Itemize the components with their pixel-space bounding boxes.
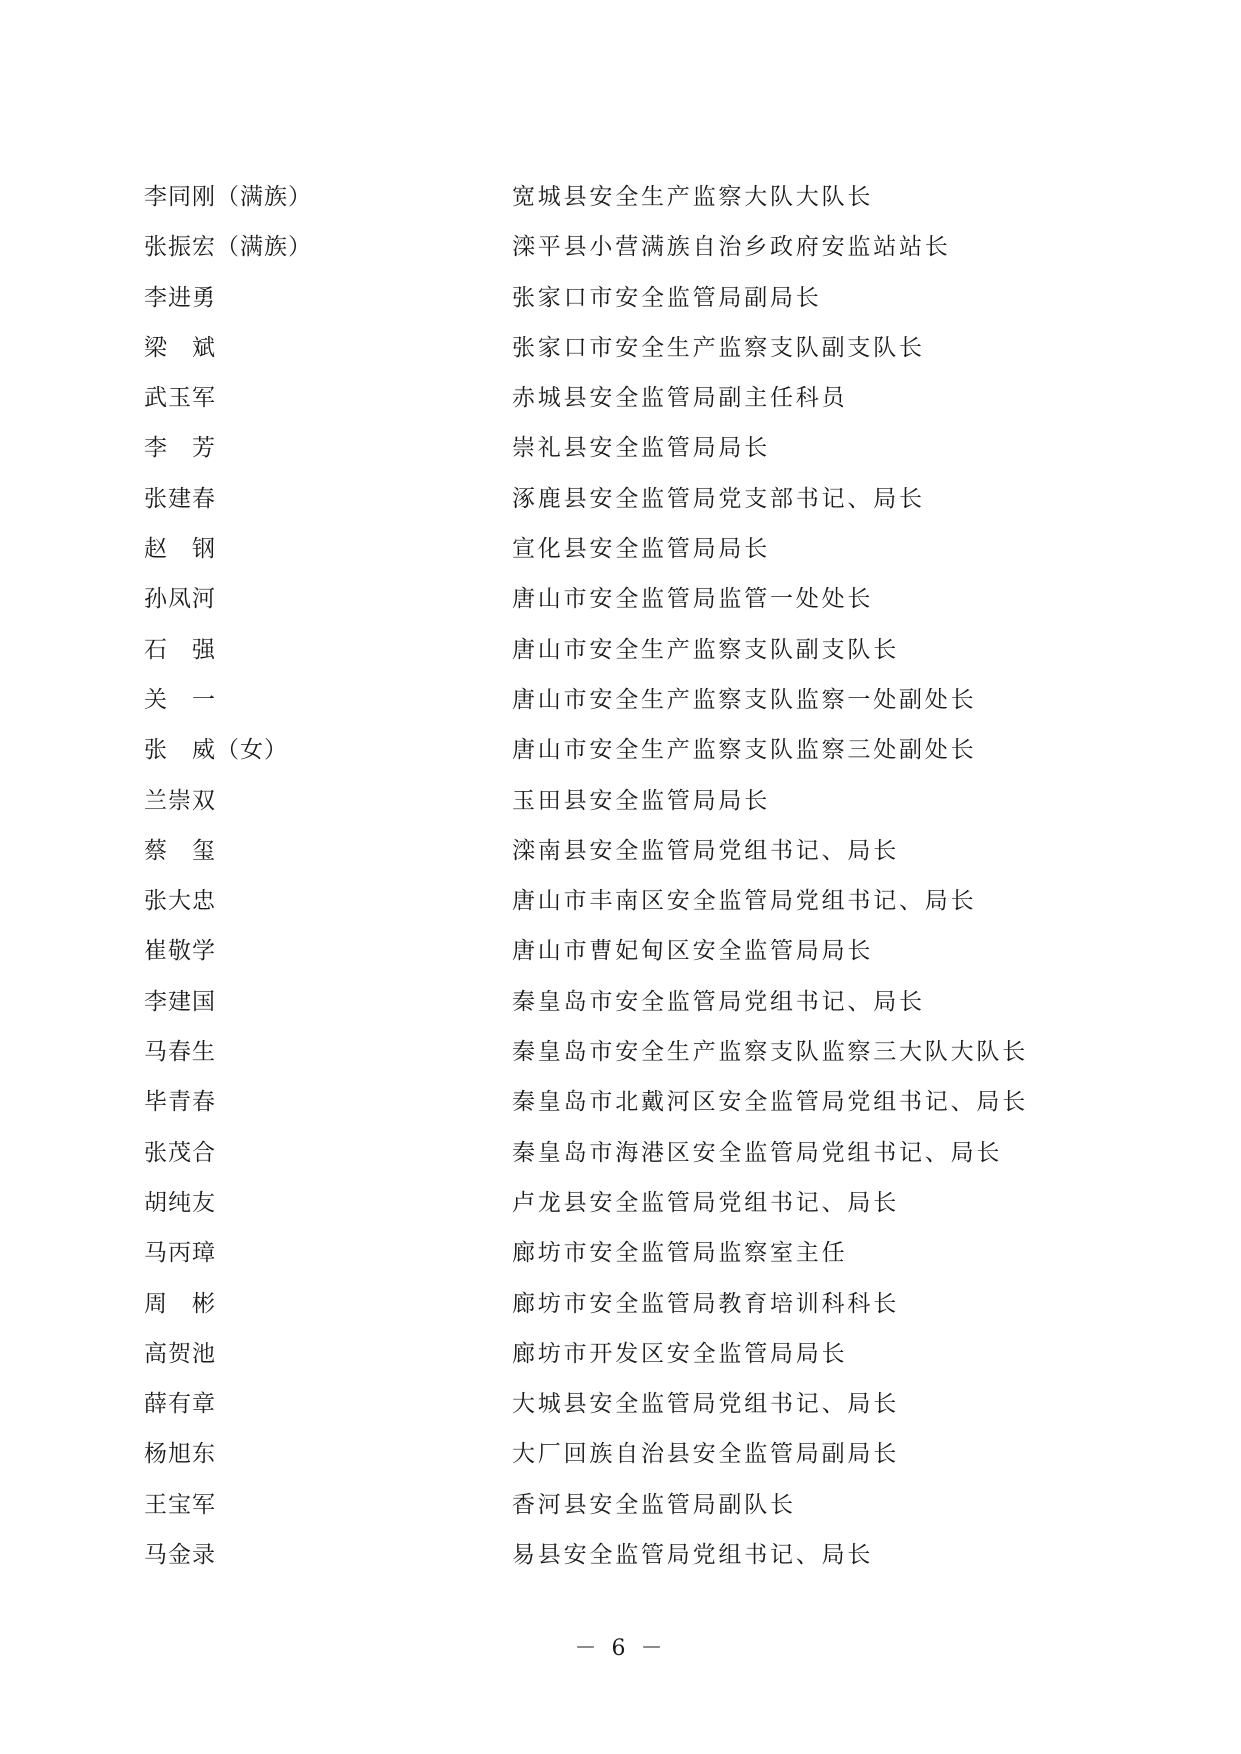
person-name: 兰崇双 — [144, 787, 216, 814]
person-title: 涿鹿县安全监管局党支部书记、局长 — [512, 485, 925, 512]
list-item — [144, 1339, 1104, 1389]
list-item — [144, 534, 1104, 584]
person-title: 大城县安全监管局党组书记、局长 — [512, 1391, 899, 1418]
person-name: 梁 斌 — [144, 334, 216, 361]
person-name: 薛有章 — [144, 1391, 216, 1418]
person-title: 崇礼县安全监管局局长 — [512, 435, 770, 462]
person-title: 张家口市安全生产监察支队副支队长 — [512, 334, 925, 361]
person-title: 廊坊市安全监管局监察室主任 — [512, 1240, 848, 1267]
person-title: 唐山市安全生产监察支队监察三处副处长 — [512, 737, 977, 764]
list-item — [144, 283, 1104, 333]
person-name: 张 威（女） — [144, 737, 288, 764]
person-name: 蔡 玺 — [144, 837, 216, 864]
person-name: 张茂合 — [144, 1139, 216, 1166]
list-item — [144, 1238, 1104, 1288]
person-name: 马春生 — [144, 1039, 216, 1066]
list-item — [144, 484, 1104, 534]
list-item — [144, 333, 1104, 383]
person-name: 李进勇 — [144, 284, 216, 311]
person-title: 易县安全监管局党组书记、局长 — [512, 1542, 874, 1569]
list-item — [144, 1037, 1104, 1087]
list-item — [144, 433, 1104, 483]
person-name: 张大忠 — [144, 888, 216, 915]
person-name: 石 强 — [144, 636, 216, 663]
person-title: 唐山市丰南区安全监管局党组书记、局长 — [512, 888, 977, 915]
list-item — [144, 1540, 1104, 1590]
person-title: 唐山市安全监管局监管一处处长 — [512, 586, 874, 613]
person-name: 张建春 — [144, 485, 216, 512]
person-title: 赤城县安全监管局副主任科员 — [512, 385, 848, 412]
person-name: 李同刚（满族） — [144, 184, 312, 210]
page-number: － 6 － — [574, 1636, 667, 1661]
list-item — [144, 1138, 1104, 1188]
list-item — [144, 886, 1104, 936]
person-name: 赵 钢 — [144, 536, 216, 563]
person-title: 张家口市安全监管局副局长 — [512, 284, 822, 311]
person-name: 关 一 — [144, 686, 216, 713]
list-item — [144, 232, 1104, 282]
list-item — [144, 1490, 1104, 1540]
person-title: 宣化县安全监管局局长 — [512, 536, 770, 563]
person-name: 崔敬学 — [144, 938, 216, 965]
list-item — [144, 735, 1104, 785]
person-title: 香河县安全监管局副队长 — [512, 1491, 796, 1518]
person-name: 杨旭东 — [144, 1441, 216, 1468]
person-name: 李 芳 — [144, 435, 216, 462]
list-item — [144, 635, 1104, 685]
person-name: 王宝军 — [144, 1491, 216, 1518]
person-title: 唐山市安全生产监察支队监察一处副处长 — [512, 686, 977, 713]
person-title: 秦皇岛市安全监管局党组书记、局长 — [512, 988, 925, 1015]
list-item — [144, 584, 1104, 634]
person-name: 马丙璋 — [144, 1240, 216, 1267]
list-item — [144, 786, 1104, 836]
list-item — [144, 685, 1104, 735]
person-name: 张振宏（满族） — [144, 234, 312, 261]
person-title: 滦平县小营满族自治乡政府安监站站长 — [512, 234, 951, 261]
list-item — [144, 383, 1104, 433]
person-title: 廊坊市安全监管局教育培训科科长 — [512, 1290, 899, 1317]
list-item — [144, 836, 1104, 886]
person-title: 唐山市安全生产监察支队副支队长 — [512, 636, 899, 663]
person-title: 秦皇岛市安全生产监察支队监察三大队大队长 — [512, 1039, 1028, 1066]
list-item — [144, 936, 1104, 986]
person-title: 大厂回族自治县安全监管局副局长 — [512, 1441, 899, 1468]
person-name: 孙凤河 — [144, 586, 216, 613]
list-item — [144, 182, 1104, 232]
person-name: 李建国 — [144, 988, 216, 1015]
list-item — [144, 1188, 1104, 1238]
person-name: 高贺池 — [144, 1340, 216, 1367]
person-name: 周 彬 — [144, 1290, 216, 1317]
person-name: 毕青春 — [144, 1089, 216, 1116]
person-title: 宽城县安全生产监察大队大队长 — [512, 184, 874, 210]
list-item — [144, 987, 1104, 1037]
list-item — [144, 1439, 1104, 1489]
person-title: 滦南县安全监管局党组书记、局长 — [512, 837, 899, 864]
person-name: 胡纯友 — [144, 1189, 216, 1216]
person-title: 秦皇岛市北戴河区安全监管局党组书记、局长 — [512, 1089, 1028, 1116]
list-item — [144, 1289, 1104, 1339]
person-title: 廊坊市开发区安全监管局局长 — [512, 1340, 848, 1367]
person-title: 玉田县安全监管局局长 — [512, 787, 770, 814]
personnel-list — [144, 182, 1104, 1590]
person-name: 马金录 — [144, 1542, 216, 1569]
person-title: 唐山市曹妃甸区安全监管局局长 — [512, 938, 874, 965]
person-name: 武玉军 — [144, 385, 216, 412]
person-title: 秦皇岛市海港区安全监管局党组书记、局长 — [512, 1139, 1003, 1166]
list-item — [144, 1389, 1104, 1439]
list-item — [144, 1087, 1104, 1137]
person-title: 卢龙县安全监管局党组书记、局长 — [512, 1189, 899, 1216]
